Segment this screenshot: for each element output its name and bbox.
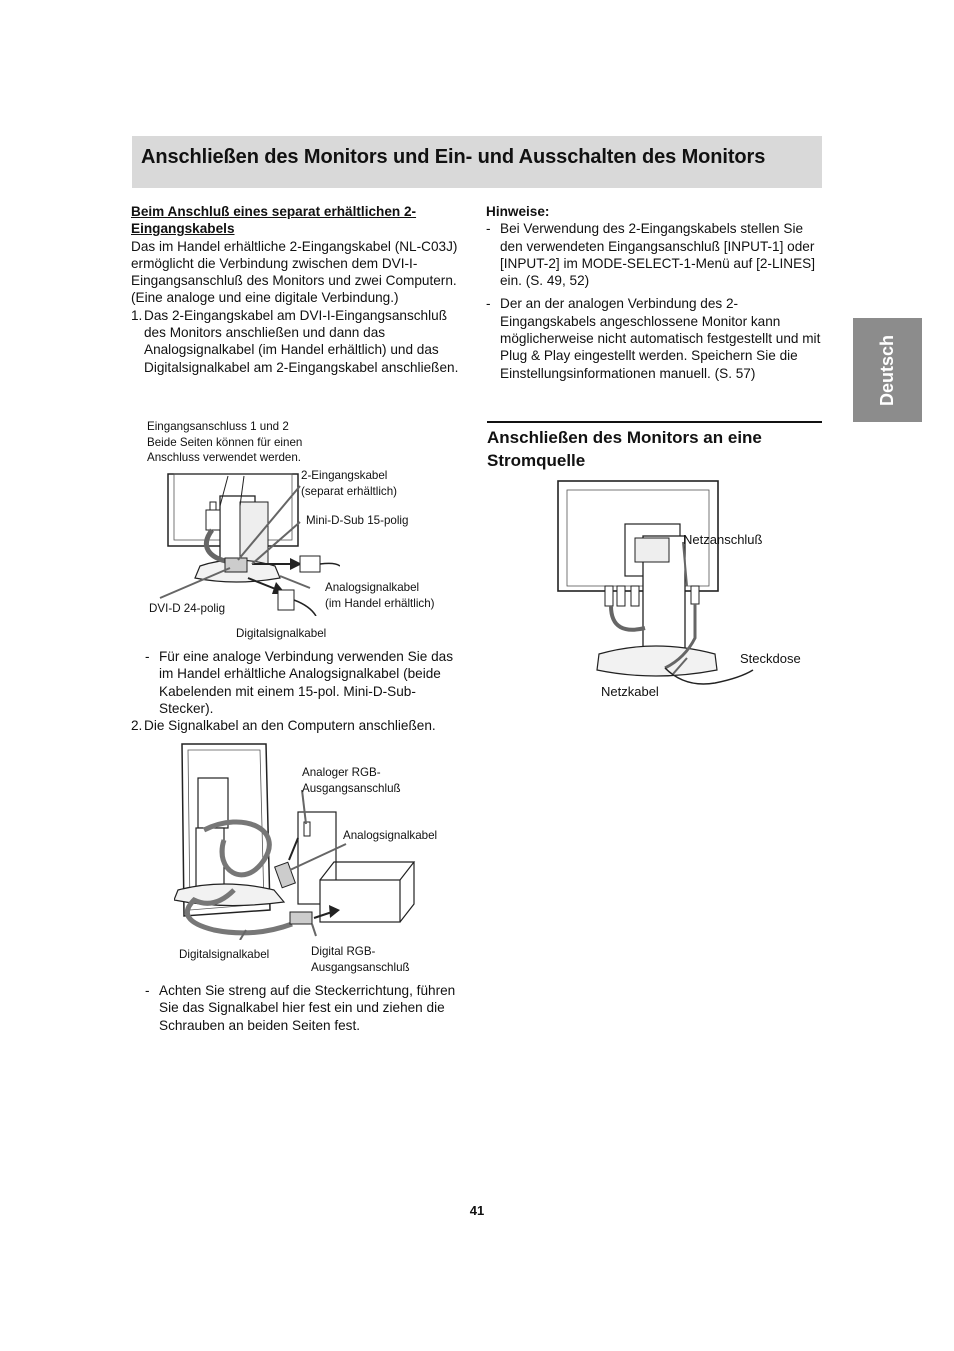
hint-1: - Bei Verwendung des 2-Eingangskabels stellen Sie den verwendeten Eingangsanschluß [INPUT-1] oder [INPUT-2] im MODE-SELECT-1-Menü auf [2-LINES] ein. (S. 49, 52) bbox=[486, 220, 822, 289]
section-divider bbox=[487, 421, 822, 423]
step-1 bbox=[131, 307, 461, 376]
fig1-label-digital-cable: Digitalsignalkabel bbox=[236, 627, 327, 640]
intro-paragraph: Das im Handel erhältliche 2-Eingangskabel (NL-C03J) ermöglicht die Verbindung zwischen dem DVI-I-Eingangsanschluß des Monitors und zwei Computern. (Eine analoge und eine digitale Verbindung.) bbox=[131, 238, 458, 306]
fig1-caption: Eingangsanschluss 1 und 2 Beide Seiten können für einen Anschluss verwendet werden. bbox=[147, 420, 303, 464]
left-bottom-block bbox=[131, 982, 461, 1034]
step-1-text: Das 2-Eingangskabel am DVI-I-Eingangsanschluß des Monitors anschließen und dann das Analogsignalkabel (im Handel erhältlich) und das Digitalsignalkabel am 2-Eingangskabel anschließen. bbox=[144, 307, 459, 375]
note-analog-text: Für eine analoge Verbindung verwenden Sie das im Handel erhältliche Analogsignalkabel (beide Kabelenden mit einem 15-pol. Mini-D-Sub-Stecker). bbox=[159, 649, 453, 716]
fig2-label-analog-cable: Analogsignalkabel bbox=[343, 829, 438, 842]
fig3-power-connection-illustration bbox=[555, 478, 765, 688]
hints-title: Hinweise: bbox=[486, 204, 550, 219]
language-tab-label: Deutsch bbox=[877, 334, 898, 406]
fig2-label-digital-cable: Digitalsignalkabel bbox=[179, 948, 270, 961]
left-middle-block bbox=[131, 648, 461, 734]
language-tab bbox=[853, 318, 922, 422]
fig1-label-two-input-cable: 2-Eingangskabel (separat erhältlich) bbox=[301, 469, 398, 498]
step-2-number: 2. bbox=[131, 718, 143, 734]
note-plug: - Achten Sie streng auf die Steckerrichtung, führen Sie das Signalkabel hier fest ein und ziehen die Schrauben an beiden Seiten fest. bbox=[131, 982, 461, 1034]
hint-1-text: Bei Verwendung des 2-Eingangskabels stellen Sie den verwendeten Eingangsanschluß [INPUT-1] oder [INPUT-2] im MODE-SELECT-1-Menü auf [2-LINES] ein. (S. 49, 52) bbox=[500, 221, 816, 289]
fig2-label-analog-rgb-out: Analoger RGB- Ausgangsanschluß bbox=[302, 766, 401, 795]
note-analog: - Für eine analoge Verbindung verwenden Sie das im Handel erhältliche Analogsignalkabel (beide Kabelenden mit einem 15-pol. Mini-D-Sub-Stecker). bbox=[131, 648, 461, 717]
hint-2: - Der an der analogen Verbindung des 2-Eingangskabels angeschlossene Monitor kann möglicherweise nicht automatisch festgestellt und mit Plug & Play eingestellt werden. Speichern Sie die Einstellungsinformationen manuell. (S. 57) bbox=[486, 296, 821, 381]
right-hints-block bbox=[486, 203, 822, 382]
fig1-label-analog-cable: Analogsignalkabel (im Handel erhältlich) bbox=[325, 581, 435, 610]
fig3-label-outlet: Steckdose bbox=[740, 651, 801, 666]
subheading-two-input-cable: Beim Anschluß eines separat erhältlichen 2-Eingangskabels bbox=[131, 204, 417, 237]
hint-2-text: Der an der analogen Verbindung des 2-Eingangskabels angeschlossene Monitor kann möglicherweise nicht automatisch festgestellt und mit Plug & Play eingestellt werden. Speichern Sie die Einstellungsinformationen manuell. (S. 57) bbox=[500, 296, 821, 381]
note-plug-text: Achten Sie streng auf die Steckerrichtung, führen Sie das Signalkabel hier fest ein und ziehen die Schrauben an beiden Seiten fest. bbox=[159, 983, 456, 1033]
header-band bbox=[132, 136, 822, 188]
left-intro-block bbox=[131, 203, 461, 376]
fig1-label-mini-d-sub: Mini-D-Sub 15-polig bbox=[306, 514, 409, 527]
fig3-label-power-socket: Netzanschluß bbox=[683, 532, 763, 547]
fig1-label-dvi-d: DVI-D 24-polig bbox=[149, 602, 226, 615]
fig2-label-digital-rgb-out: Digital RGB- Ausgangsanschluß bbox=[311, 945, 410, 974]
step-1-number: 1. bbox=[131, 307, 143, 323]
fig3-label-power-cable: Netzkabel bbox=[601, 684, 659, 699]
page-title: Anschließen des Monitors und Ein- und Ausschalten des Monitors bbox=[141, 146, 766, 168]
section-title-power: Anschließen des Monitors an eine Stromquelle bbox=[487, 428, 762, 470]
step-2-text: Die Signalkabel an den Computern anschließen. bbox=[144, 718, 436, 734]
step-2 bbox=[131, 717, 461, 734]
page-number: 41 bbox=[469, 1203, 485, 1218]
